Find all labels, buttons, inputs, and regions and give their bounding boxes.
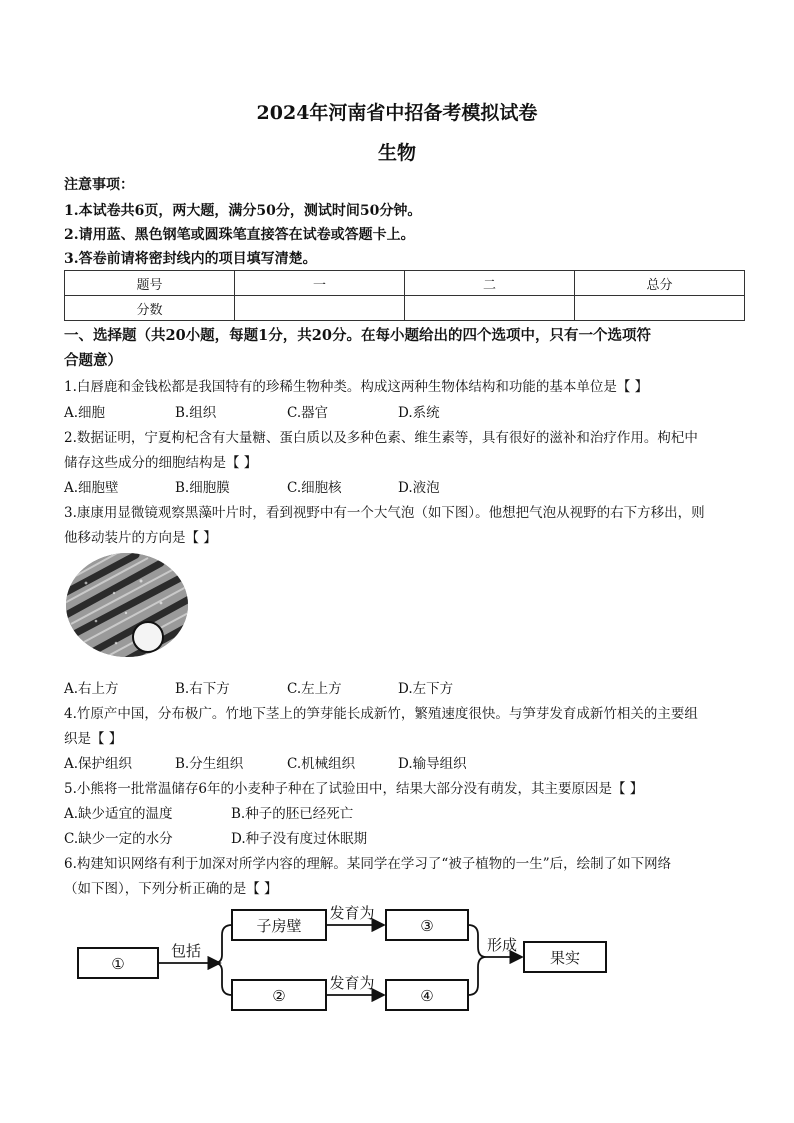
option-a: A.右上方	[64, 681, 119, 697]
table-cell: 一	[235, 271, 405, 296]
option-b: B.右下方	[175, 681, 230, 697]
option-a: A.缺少适宜的温度	[64, 806, 173, 822]
question-4: 4.竹原产中国，分布极广。竹地下茎上的笋芽能长成新竹，繁殖速度很快。与笋芽发育成新竹相关的主要组	[64, 706, 698, 722]
question-3-cont: 他移动装片的方向是【 】	[64, 530, 217, 546]
question-5: 5.小熊将一批常温储存6年的小麦种子种在了试验田中，结果大部分没有萌发，其主要原因是【 】	[64, 781, 644, 797]
table-cell	[575, 296, 745, 321]
question-6: 6.构建知识网络有利于加深对所学内容的理解。某同学在学习了“被子植物的一生”后，绘制了如下网络	[64, 856, 672, 872]
option-c: C.细胞核	[287, 480, 342, 496]
section-heading-cont: 合题意）	[64, 352, 122, 369]
note-item: 3.答卷前请将密封线内的项目填写清楚。	[64, 251, 317, 267]
subject-title: 生物	[377, 142, 416, 164]
option-d: D.系统	[398, 405, 440, 421]
option-b: B.种子的胚已经死亡	[231, 806, 354, 822]
option-c: C.左上方	[287, 681, 342, 697]
table-cell	[405, 296, 575, 321]
score-table	[64, 270, 745, 321]
option-b: B.组织	[175, 405, 217, 421]
question-3: 3.康康用显微镜观察黑藻叶片时，看到视野中有一个大气泡（如下图）。他想把气泡从视野的右下方移出，则	[64, 505, 705, 521]
option-b: B.细胞膜	[175, 480, 230, 496]
option-d: D.液泡	[398, 480, 440, 496]
option-a: A.保护组织	[64, 756, 133, 772]
label-box-1: ①	[111, 955, 125, 973]
label-develop-1: 发育为	[329, 904, 375, 922]
microscope-field-image	[66, 553, 188, 657]
label-box-3: ③	[420, 917, 434, 935]
label-box-2: ②	[272, 987, 286, 1005]
table-cell: 题号	[65, 271, 235, 296]
label-ovary-wall: 子房壁	[256, 917, 302, 935]
option-c: C.机械组织	[287, 756, 356, 772]
option-d: D.左下方	[398, 681, 454, 697]
table-cell: 二	[405, 271, 575, 296]
table-cell: 总分	[575, 271, 745, 296]
table-cell: 分数	[65, 296, 235, 321]
label-box-4: ④	[420, 987, 434, 1005]
option-a: A.细胞壁	[64, 480, 119, 496]
notes-heading: 注意事项：	[64, 177, 134, 193]
option-b: B.分生组织	[175, 756, 244, 772]
option-c: C.器官	[287, 405, 329, 421]
note-item: 1.本试卷共6页，两大题，满分50分，测试时间50分钟。	[64, 203, 422, 219]
note-item: 2.请用蓝、黑色钢笔或圆珠笔直接答在试卷或答题卡上。	[64, 227, 415, 243]
label-form: 形成	[486, 936, 518, 954]
table-row	[65, 296, 745, 321]
brace-left	[214, 925, 232, 995]
option-d: D.种子没有度过休眠期	[231, 831, 368, 847]
brace-right	[468, 925, 486, 995]
label-develop-2: 发育为	[329, 974, 375, 992]
exam-title: 2024年河南省中招备考模拟试卷	[256, 102, 538, 124]
question-4-cont: 织是【 】	[64, 731, 123, 747]
option-c: C.缺少一定的水分	[64, 831, 173, 847]
question-1: 1.白唇鹿和金钱松都是我国特有的珍稀生物种类。构成这两种生物体结构和功能的基本单位是【 】	[64, 379, 649, 395]
option-d: D.输导组织	[398, 756, 467, 772]
label-include: 包括	[170, 942, 202, 960]
table-cell	[235, 296, 405, 321]
question-2-cont: 储存这些成分的细胞结构是【 】	[64, 455, 258, 471]
table-row	[65, 271, 745, 296]
option-a: A.细胞	[64, 405, 106, 421]
section-heading: 一、选择题（共20小题，每题1分，共20分。在每小题给出的四个选项中，只有一个选项符	[64, 327, 651, 344]
question-2: 2.数据证明，宁夏枸杞含有大量糖、蛋白质以及多种色素、维生素等，具有很好的滋补和治疗作用。枸杞中	[64, 430, 698, 446]
label-fruit: 果实	[549, 949, 581, 967]
knowledge-network-diagram	[74, 904, 614, 1014]
question-6-cont: （如下图），下列分析正确的是【 】	[64, 881, 278, 897]
